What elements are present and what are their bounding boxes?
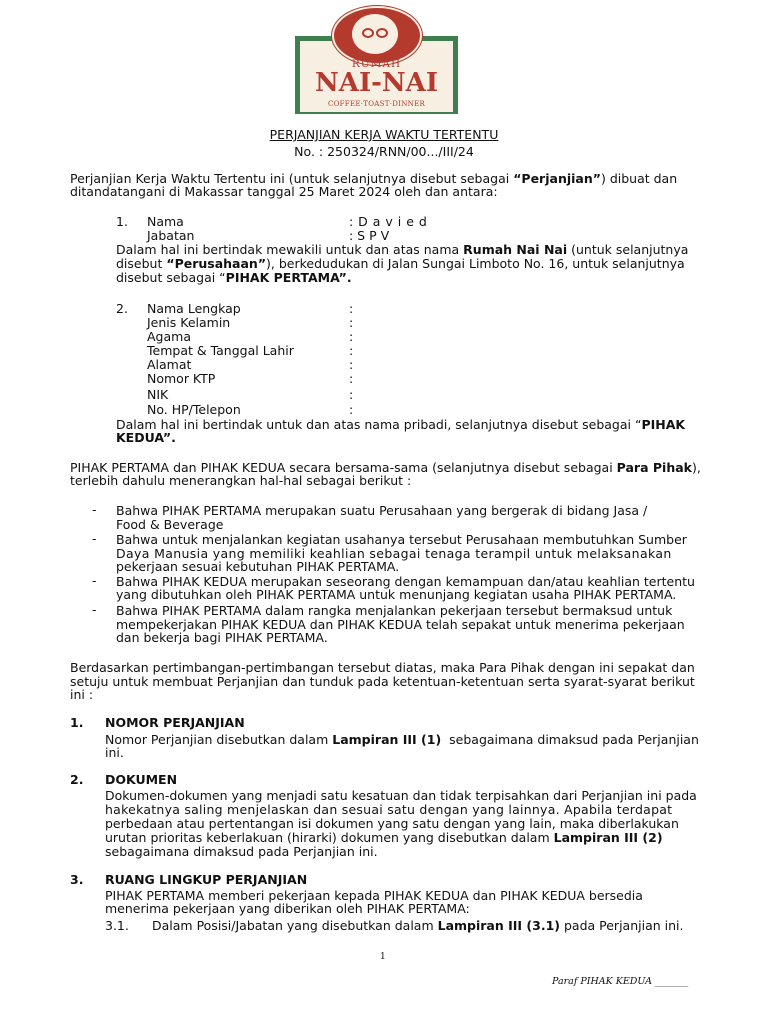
bullet-1-line: Food & Beverage bbox=[116, 517, 224, 532]
party2-desc-line-1 bbox=[116, 417, 685, 432]
lampiran-ref: Lampiran III (1) bbox=[332, 732, 442, 747]
bullet-2-line: pekerjaan sesuai kebutuhan PIHAK PERTAMA. bbox=[116, 559, 400, 574]
section-2-line-4 bbox=[105, 830, 663, 845]
document-number: No. : 250324/RNN/00.../III/24 bbox=[294, 144, 474, 159]
party1-desc-text-4: ), berkedudukan di Jalan Sungai Limboto No. 16, untuk selanjutnya bbox=[266, 256, 685, 271]
perusahaan-label: “Perusahaan” bbox=[166, 256, 267, 271]
party1-title-value: : S P V bbox=[349, 228, 390, 243]
section-2-line: Dokumen-dokumen yang menjadi satu kesatuan dan tidak terpisahkan dari Perjanjian ini pada bbox=[105, 788, 697, 803]
party2-colon: : bbox=[349, 402, 354, 417]
consider-line: setuju untuk membuat Perjanjian dan tunduk pada ketentuan-ketentuan serta syarat-syarat berikut bbox=[70, 674, 695, 689]
section-2-line: perbedaan atau pertentangan isi dokumen yang satu dengan yang lain, maka diberlakukan bbox=[105, 816, 679, 831]
company-name: Rumah Nai Nai bbox=[463, 242, 568, 257]
section-3-sub-number: 3.1. bbox=[105, 918, 129, 933]
page-number: 1 bbox=[380, 952, 386, 962]
section-2-line: hakekatnya saling menjelaskan dan sesuai satu dengan yang lainnya. Apabila terdapat bbox=[105, 802, 673, 817]
company-logo bbox=[295, 6, 458, 114]
section-3-sub-line bbox=[152, 918, 683, 933]
section-3-sub-text-2: pada Perjanjian ini. bbox=[563, 918, 684, 933]
section-1-line-1 bbox=[105, 732, 699, 747]
bullet-mark: - bbox=[92, 602, 97, 617]
party1-title-label: Jabatan bbox=[147, 228, 195, 243]
party1-number: 1. bbox=[116, 214, 128, 229]
party2-colon: : bbox=[349, 371, 354, 386]
logo-tagline: COFFEE·TOAST·DINNER bbox=[327, 100, 426, 108]
logo-name: NAI-NAI bbox=[315, 68, 438, 98]
bullet-mark: - bbox=[92, 531, 97, 546]
section-3-line-2: menerima pekerjaan yang diberikan oleh PIHAK PERTAMA: bbox=[105, 901, 470, 916]
party2-field: NIK bbox=[147, 387, 169, 402]
section-2-title: DOKUMEN bbox=[105, 772, 178, 787]
section-3-line-1: PIHAK PERTAMA memberi pekerjaan kepada PIHAK KEDUA dan PIHAK KEDUA bersedia bbox=[105, 888, 643, 903]
para-pihak-text-end: ), bbox=[691, 460, 701, 475]
intro-text-end: ) dibuat dan bbox=[600, 171, 678, 186]
party2-colon: : bbox=[349, 357, 354, 372]
party2-field: No. HP/Telepon bbox=[147, 402, 241, 417]
pihak-kedua-label: PIHAK bbox=[641, 417, 686, 432]
party2-field: Alamat bbox=[147, 357, 192, 372]
paraf-line: Paraf PIHAK KEDUA _______ bbox=[552, 976, 689, 987]
party1-desc-line-3 bbox=[116, 270, 352, 285]
party1-desc-line-1 bbox=[116, 242, 688, 257]
para-pihak-text: PIHAK PERTAMA dan PIHAK KEDUA secara bersama-sama (selanjutnya disebut sebagai bbox=[70, 460, 613, 475]
bullet-3-line: yang dibutuhkan oleh PIHAK PERTAMA untuk menunjang kegiatan usaha PIHAK PERTAMA. bbox=[116, 587, 677, 602]
lampiran-ref: Lampiran III (3.1) bbox=[437, 918, 560, 933]
bullet-mark: - bbox=[92, 573, 97, 588]
bullet-mark: - bbox=[92, 502, 97, 517]
party2-colon: : bbox=[349, 343, 354, 358]
intro-text: Perjanjian Kerja Waktu Tertentu ini (untuk selanjutnya disebut sebagai bbox=[70, 171, 510, 186]
party2-field: Nomor KTP bbox=[147, 371, 216, 386]
document-title: PERJANJIAN KERJA WAKTU TERTENTU bbox=[269, 127, 499, 142]
party2-colon: : bbox=[349, 387, 354, 402]
bullet-3-line: Bahwa PIHAK KEDUA merupakan seseorang dengan kemampuan dan/atau keahlian tertentu bbox=[116, 574, 695, 589]
logo-rumah: RUMAH bbox=[351, 58, 402, 70]
party2-field: Nama Lengkap bbox=[147, 301, 241, 316]
party1-name-value: : D a v i e d bbox=[349, 214, 428, 229]
party2-desc-text: Dalam hal ini bertindak untuk dan atas nama pribadi, selanjutnya disebut sebagai “ bbox=[116, 417, 642, 432]
party1-desc-text-2: (untuk selanjutnya bbox=[571, 242, 689, 257]
para-pihak-bold: Para Pihak bbox=[616, 460, 692, 475]
intro-bold: “Perjanjian” bbox=[513, 171, 601, 186]
party2-desc-line-2: KEDUA”. bbox=[116, 430, 176, 445]
section-1-text-2: sebagaimana dimaksud pada Perjanjian bbox=[449, 732, 699, 747]
bullet-1-line: Bahwa PIHAK PERTAMA merupakan suatu Perusahaan yang bergerak di bidang Jasa / bbox=[116, 503, 648, 518]
party2-number: 2. bbox=[116, 301, 128, 316]
section-2-number: 2. bbox=[70, 772, 84, 787]
party2-field: Agama bbox=[147, 329, 191, 344]
party2-colon: : bbox=[349, 315, 354, 330]
consider-line: Berdasarkan pertimbangan-pertimbangan tersebut diatas, maka Para Pihak dengan ini sepakat dan bbox=[70, 660, 695, 675]
section-1-number: 1. bbox=[70, 715, 84, 730]
intro-line-2: ditandatangani di Makassar tanggal 25 Maret 2024 oleh dan antara: bbox=[70, 184, 498, 199]
section-2-line-5: sebagaimana dimaksud pada Perjanjian ini. bbox=[105, 844, 378, 859]
party2-field: Tempat & Tanggal Lahir bbox=[147, 343, 294, 358]
party2-colon: : bbox=[349, 329, 354, 344]
party1-name-label: Nama bbox=[147, 214, 184, 229]
bullet-4-line: dan bekerja bagi PIHAK PERTAMA. bbox=[116, 630, 328, 645]
party1-desc-text-3: disebut bbox=[116, 256, 163, 271]
para-pihak-line-2: terlebih dahulu menerangkan hal-hal sebagai berikut : bbox=[70, 473, 412, 488]
bullet-4-line: Bahwa PIHAK PERTAMA dalam rangka menjalankan pekerjaan tersebut bermaksud untuk bbox=[116, 603, 673, 618]
section-2-text: urutan prioritas keberlakuan (hirarki) dokumen yang disebutkan dalam bbox=[105, 830, 550, 845]
lampiran-ref: Lampiran III (2) bbox=[553, 830, 663, 845]
section-3-title: RUANG LINGKUP PERJANJIAN bbox=[105, 872, 308, 887]
party1-desc-text: Dalam hal ini bertindak mewakili untuk dan atas nama bbox=[116, 242, 460, 257]
party2-colon: : bbox=[349, 301, 354, 316]
party2-field: Jenis Kelamin bbox=[147, 315, 231, 330]
party1-desc-text-5: disebut sebagai “ bbox=[116, 270, 226, 285]
section-1-title: NOMOR PERJANJIAN bbox=[105, 715, 245, 730]
bullet-2-line: Daya Manusia yang memiliki keahlian sebagai tenaga terampil untuk melaksanakan bbox=[116, 546, 672, 561]
section-1-text: Nomor Perjanjian disebutkan dalam bbox=[105, 732, 329, 747]
bullet-4-line: mempekerjakan PIHAK KEDUA dan PIHAK KEDUA telah sepakat untuk menerima pekerjaan bbox=[116, 617, 685, 632]
party1-desc-line-2 bbox=[116, 256, 685, 271]
section-1-line-2: ini. bbox=[105, 745, 124, 760]
section-3-number: 3. bbox=[70, 872, 84, 887]
logo-face-icon bbox=[352, 14, 398, 54]
section-3-sub-text: Dalam Posisi/Jabatan yang disebutkan dalam bbox=[152, 918, 434, 933]
bullet-2-line: Bahwa untuk menjalankan kegiatan usahanya tersebut Perusahaan membutuhkan Sumber bbox=[116, 532, 687, 547]
pihak-pertama-label: PIHAK PERTAMA”. bbox=[225, 270, 352, 285]
consider-line: ini : bbox=[70, 687, 94, 702]
